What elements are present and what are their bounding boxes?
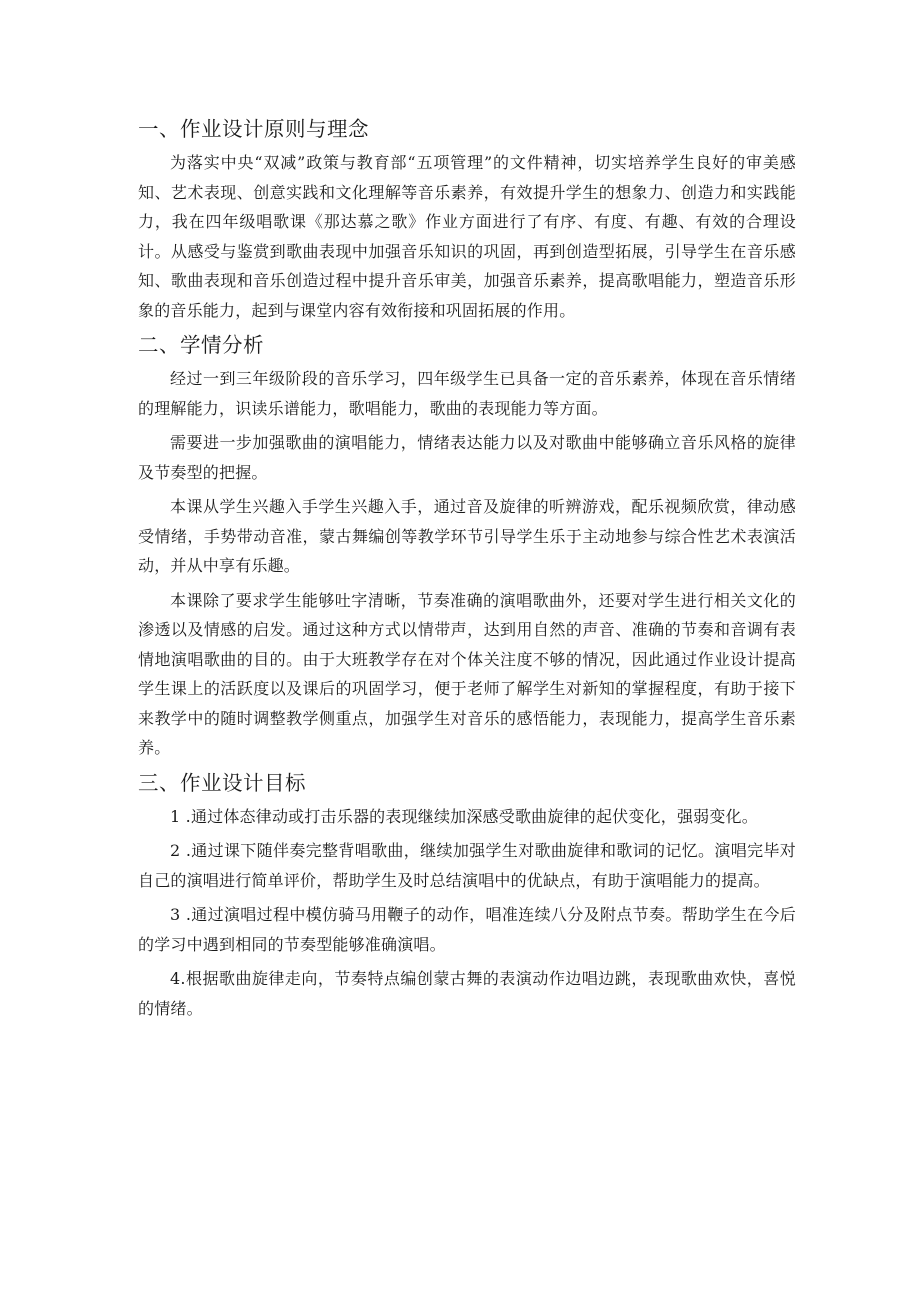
objective-item: 2 .通过课下随伴奏完整背唱歌曲，继续加强学生对歌曲旋律和歌词的记忆。演唱完毕对自己的演唱进行简单评价，帮助学生及时总结演唱中的优缺点，有助于演唱能力的提高。 <box>138 841 796 890</box>
paragraph: 本课除了要求学生能够吐字清晰，节奏准确的演唱歌曲外，还要对学生进行相关文化的渗透以及情感的启发。通过这种方式以情带声，达到用自然的声音、准确的节奏和音调有表情地演唱歌曲的目的。由于大班教学存在对个体关注度不够的情况，因此通过作业设计提高学生课上的活跃度以及课后的巩固学习，便于老师了解学生对新知的掌握程度，有助于接下来教学中的随时调整教学侧重点，加强学生对音乐的感悟能力，表现能力，提高学生音乐素养。 <box>138 590 796 757</box>
section-principles <box>138 112 796 325</box>
paragraph: 经过一到三年级阶段的音乐学习，四年级学生已具备一定的音乐素养，体现在音乐情绪的理解能力，识读乐谱能力，歌唱能力，歌曲的表现能力等方面。 <box>138 369 796 418</box>
paragraph: 需要进一步加强歌曲的演唱能力，情绪表达能力以及对歌曲中能够确立音乐风格的旋律及节奏型的把握。 <box>138 433 796 482</box>
section-heading: 二、学情分析 <box>138 333 264 357</box>
objective-item: 1 .通过体态律动或打击乐器的表现继续加深感受歌曲旋律的起伏变化，强弱变化。 <box>170 806 758 826</box>
section-heading: 三、作业设计目标 <box>138 770 306 795</box>
section-objectives <box>138 766 796 1024</box>
objective-item: 3 .通过演唱过程中模仿骑马用鞭子的动作，唱准连续八分及附点节奏。帮助学生在今后的学习中遇到相同的节奏型能够准确演唱。 <box>138 905 796 954</box>
section-heading: 一、作业设计原则与理念 <box>138 117 369 141</box>
objective-item: 4.根据歌曲旋律走向，节奏特点编创蒙古舞的表演动作边唱边跳，表现歌曲欢快，喜悦的情绪。 <box>138 969 796 1018</box>
section-learner-analysis <box>138 328 796 763</box>
document-page <box>138 112 796 1028</box>
paragraph: 本课从学生兴趣入手学生兴趣入手，通过音及旋律的听辨游戏，配乐视频欣赏，律动感受情绪，手势带动音准，蒙古舞编创等教学环节引导学生乐于主动地参与综合性艺术表演活动，并从中享有乐趣。 <box>138 497 796 575</box>
paragraph: 为落实中央“双减”政策与教育部“五项管理”的文件精神，切实培养学生良好的审美感知、艺术表现、创意实践和文化理解等音乐素养，有效提升学生的想象力、创造力和实践能力，我在四年级唱歌课《那达慕之歌》作业方面进行了有序、有度、有趣、有效的合理设计。从感受与鉴赏到歌曲表现中加强音乐知识的巩固，再到创造型拓展，引导学生在音乐感知、歌曲表现和音乐创造过程中提升音乐审美，加强音乐素养，提高歌唱能力，塑造音乐形象的音乐能力，起到与课堂内容有效衔接和巩固拓展的作用。 <box>138 153 796 320</box>
